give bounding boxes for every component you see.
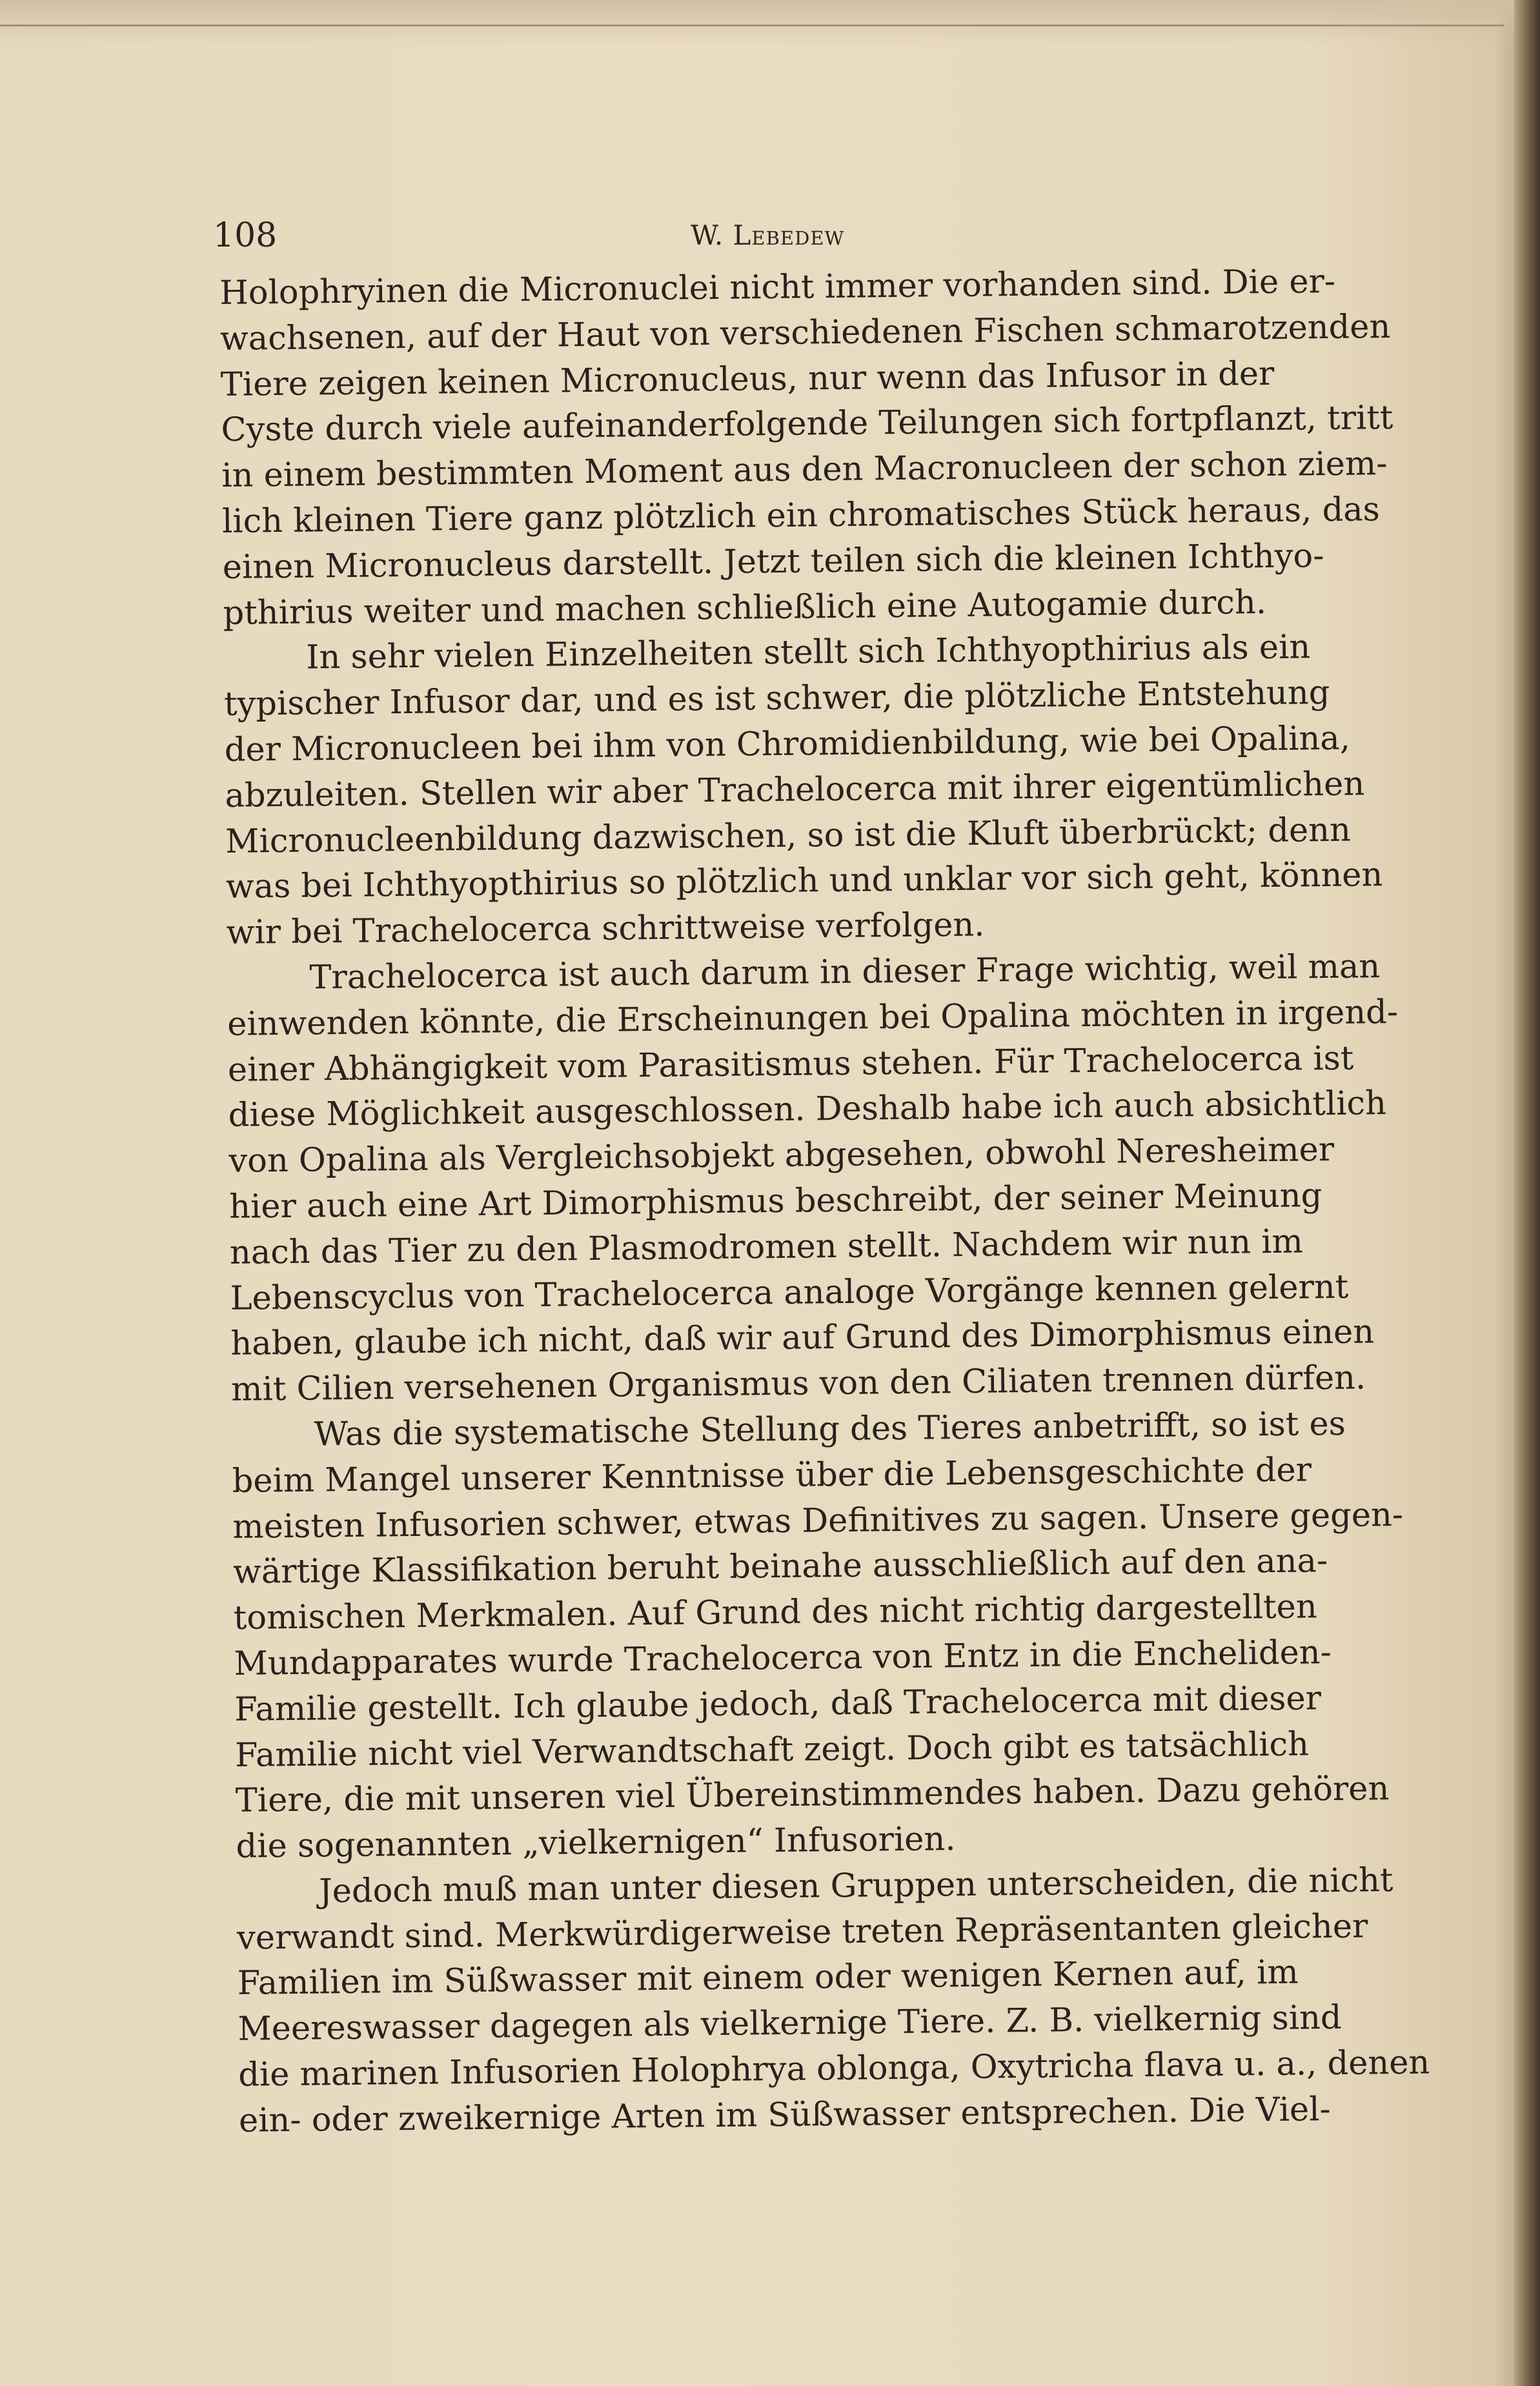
text-line: die marinen Infusorien Holophrya oblonga, Oxytricha flava u. a., denen <box>238 2043 1430 2094</box>
text-line: Micronucleenbildung dazwischen, so ist die Kluft überbrückt; denn <box>225 811 1352 861</box>
text-line: wir bei Trachelocerca schrittweise verfolgen. <box>226 905 985 953</box>
text-line: was bei Ichthyopthirius so plötzlich und unklar vor sich geht, können <box>225 856 1383 907</box>
running-head-author: W. Lebedew <box>691 219 845 251</box>
text-line: diese Möglichkeit ausgeschlossen. Deshalb habe ich auch absichtlich <box>228 1084 1387 1135</box>
text-line: Tiere, die mit unseren viel Übereinstimmendes haben. Dazu gehören <box>235 1770 1390 1821</box>
text-line: beim Mangel unserer Kenntnisse über die Lebensgeschichte der <box>232 1451 1312 1501</box>
text-line: abzuleiten. Stellen wir aber Trachelocerca mit ihrer eigentümlichen <box>225 765 1365 815</box>
text-line: Familie gestellt. Ich glaube jedoch, daß Trachelocerca mit dieser <box>234 1679 1322 1729</box>
text-line: Holophryinen die Micronuclei nicht immer vorhanden sind. Die er- <box>219 262 1336 312</box>
text-line: die sogenannten „vielkernigen“ Infusorien. <box>236 1820 956 1866</box>
page-edge-shadow <box>1514 0 1540 2386</box>
paragraph-start-line: Jedoch muß man unter diesen Gruppen unterscheiden, die nicht <box>318 1861 1393 1911</box>
paragraph-start-line: Trachelocerca ist auch darum in dieser Frage wichtig, weil man <box>309 947 1381 997</box>
page-number: 108 <box>213 216 278 255</box>
text-line: in einem bestimmten Moment aus den Macronucleen der schon ziem- <box>221 445 1388 496</box>
text-line: ein- oder zweikernige Arten im Süßwasser entsprechen. Die Viel- <box>238 2090 1331 2140</box>
text-line: Cyste durch viele aufeinanderfolgende Teilungen sich fortpflanzt, tritt <box>221 399 1393 450</box>
text-line: mit Cilien versehenen Organismus von den Ciliaten trennen dürfen. <box>230 1359 1366 1410</box>
top-shadow <box>0 0 1540 45</box>
text-line: der Micronucleen bei ihm von Chromidienbildung, wie bei Opalina, <box>224 719 1351 769</box>
text-line: nach das Tier zu den Plasmodromen stellt. Nachdem wir nun im <box>229 1222 1304 1272</box>
running-head <box>213 213 1355 258</box>
text-line: Tiere zeigen keinen Micronucleus, nur wenn das Infusor in der <box>220 354 1275 404</box>
text-line: Familien im Süßwasser mit einem oder wenigen Kernen auf, im <box>237 1954 1299 2003</box>
text-line: verwandt sind. Merkwürdigerweise treten Repräsentanten gleicher <box>236 1907 1368 1957</box>
text-line: typischer Infusor dar, und es ist schwer, die plötzliche Entstehung <box>223 674 1330 724</box>
top-rule <box>0 25 1504 26</box>
text-line: einen Micronucleus darstellt. Jetzt teilen sich die kleinen Ichthyo- <box>222 536 1324 587</box>
body-text <box>219 259 1430 2145</box>
text-line: pthirius weiter und machen schließlich eine Autogamie durch. <box>223 583 1267 632</box>
text-line: meisten Infusorien schwer, etwas Definitives zu sagen. Unsere gegen- <box>232 1495 1404 1546</box>
text-line: Mundapparates wurde Trachelocerca von Entz in die Encheliden- <box>234 1633 1332 1683</box>
text-line: lich kleinen Tiere ganz plötzlich ein chromatisches Stück heraus, das <box>221 490 1381 541</box>
text-line: tomischen Merkmalen. Auf Grund des nicht richtig dargestellten <box>233 1588 1317 1637</box>
text-line: hier auch eine Art Dimorphismus beschreibt, der seiner Meinung <box>228 1177 1322 1226</box>
text-line: haben, glaube ich nicht, daß wir auf Grund des Dimorphismus einen <box>230 1313 1375 1364</box>
text-line: Lebenscyclus von Trachelocerca analoge Vorgänge kennen gelernt <box>230 1268 1349 1318</box>
text-line: wärtige Klassifikation beruht beinahe ausschließlich auf den ana- <box>232 1542 1328 1592</box>
text-line: von Opalina als Vergleichsobjekt abgesehen, obwohl Neresheimer <box>228 1131 1335 1181</box>
text-line: Meereswasser dagegen als vielkernige Tiere. Z. B. vielkernig sind <box>238 1999 1342 2049</box>
paragraph-start-line: In sehr vielen Einzelheiten stellt sich Ichthyopthirius als ein <box>305 628 1311 677</box>
text-line: einer Abhängigkeit vom Parasitismus stehen. Für Trachelocerca ist <box>227 1039 1354 1089</box>
text-line: Familie nicht viel Verwandtschaft zeigt. Doch gibt es tatsächlich <box>234 1724 1310 1775</box>
text-line: einwenden könnte, die Erscheinungen bei Opalina möchten in irgend- <box>227 993 1399 1044</box>
paragraph-start-line: Was die systematische Stellung des Tieres anbetrifft, so ist es <box>314 1404 1346 1454</box>
text-line: wachsenen, auf der Haut von verschiedenen Fischen schmarotzenden <box>219 307 1391 358</box>
